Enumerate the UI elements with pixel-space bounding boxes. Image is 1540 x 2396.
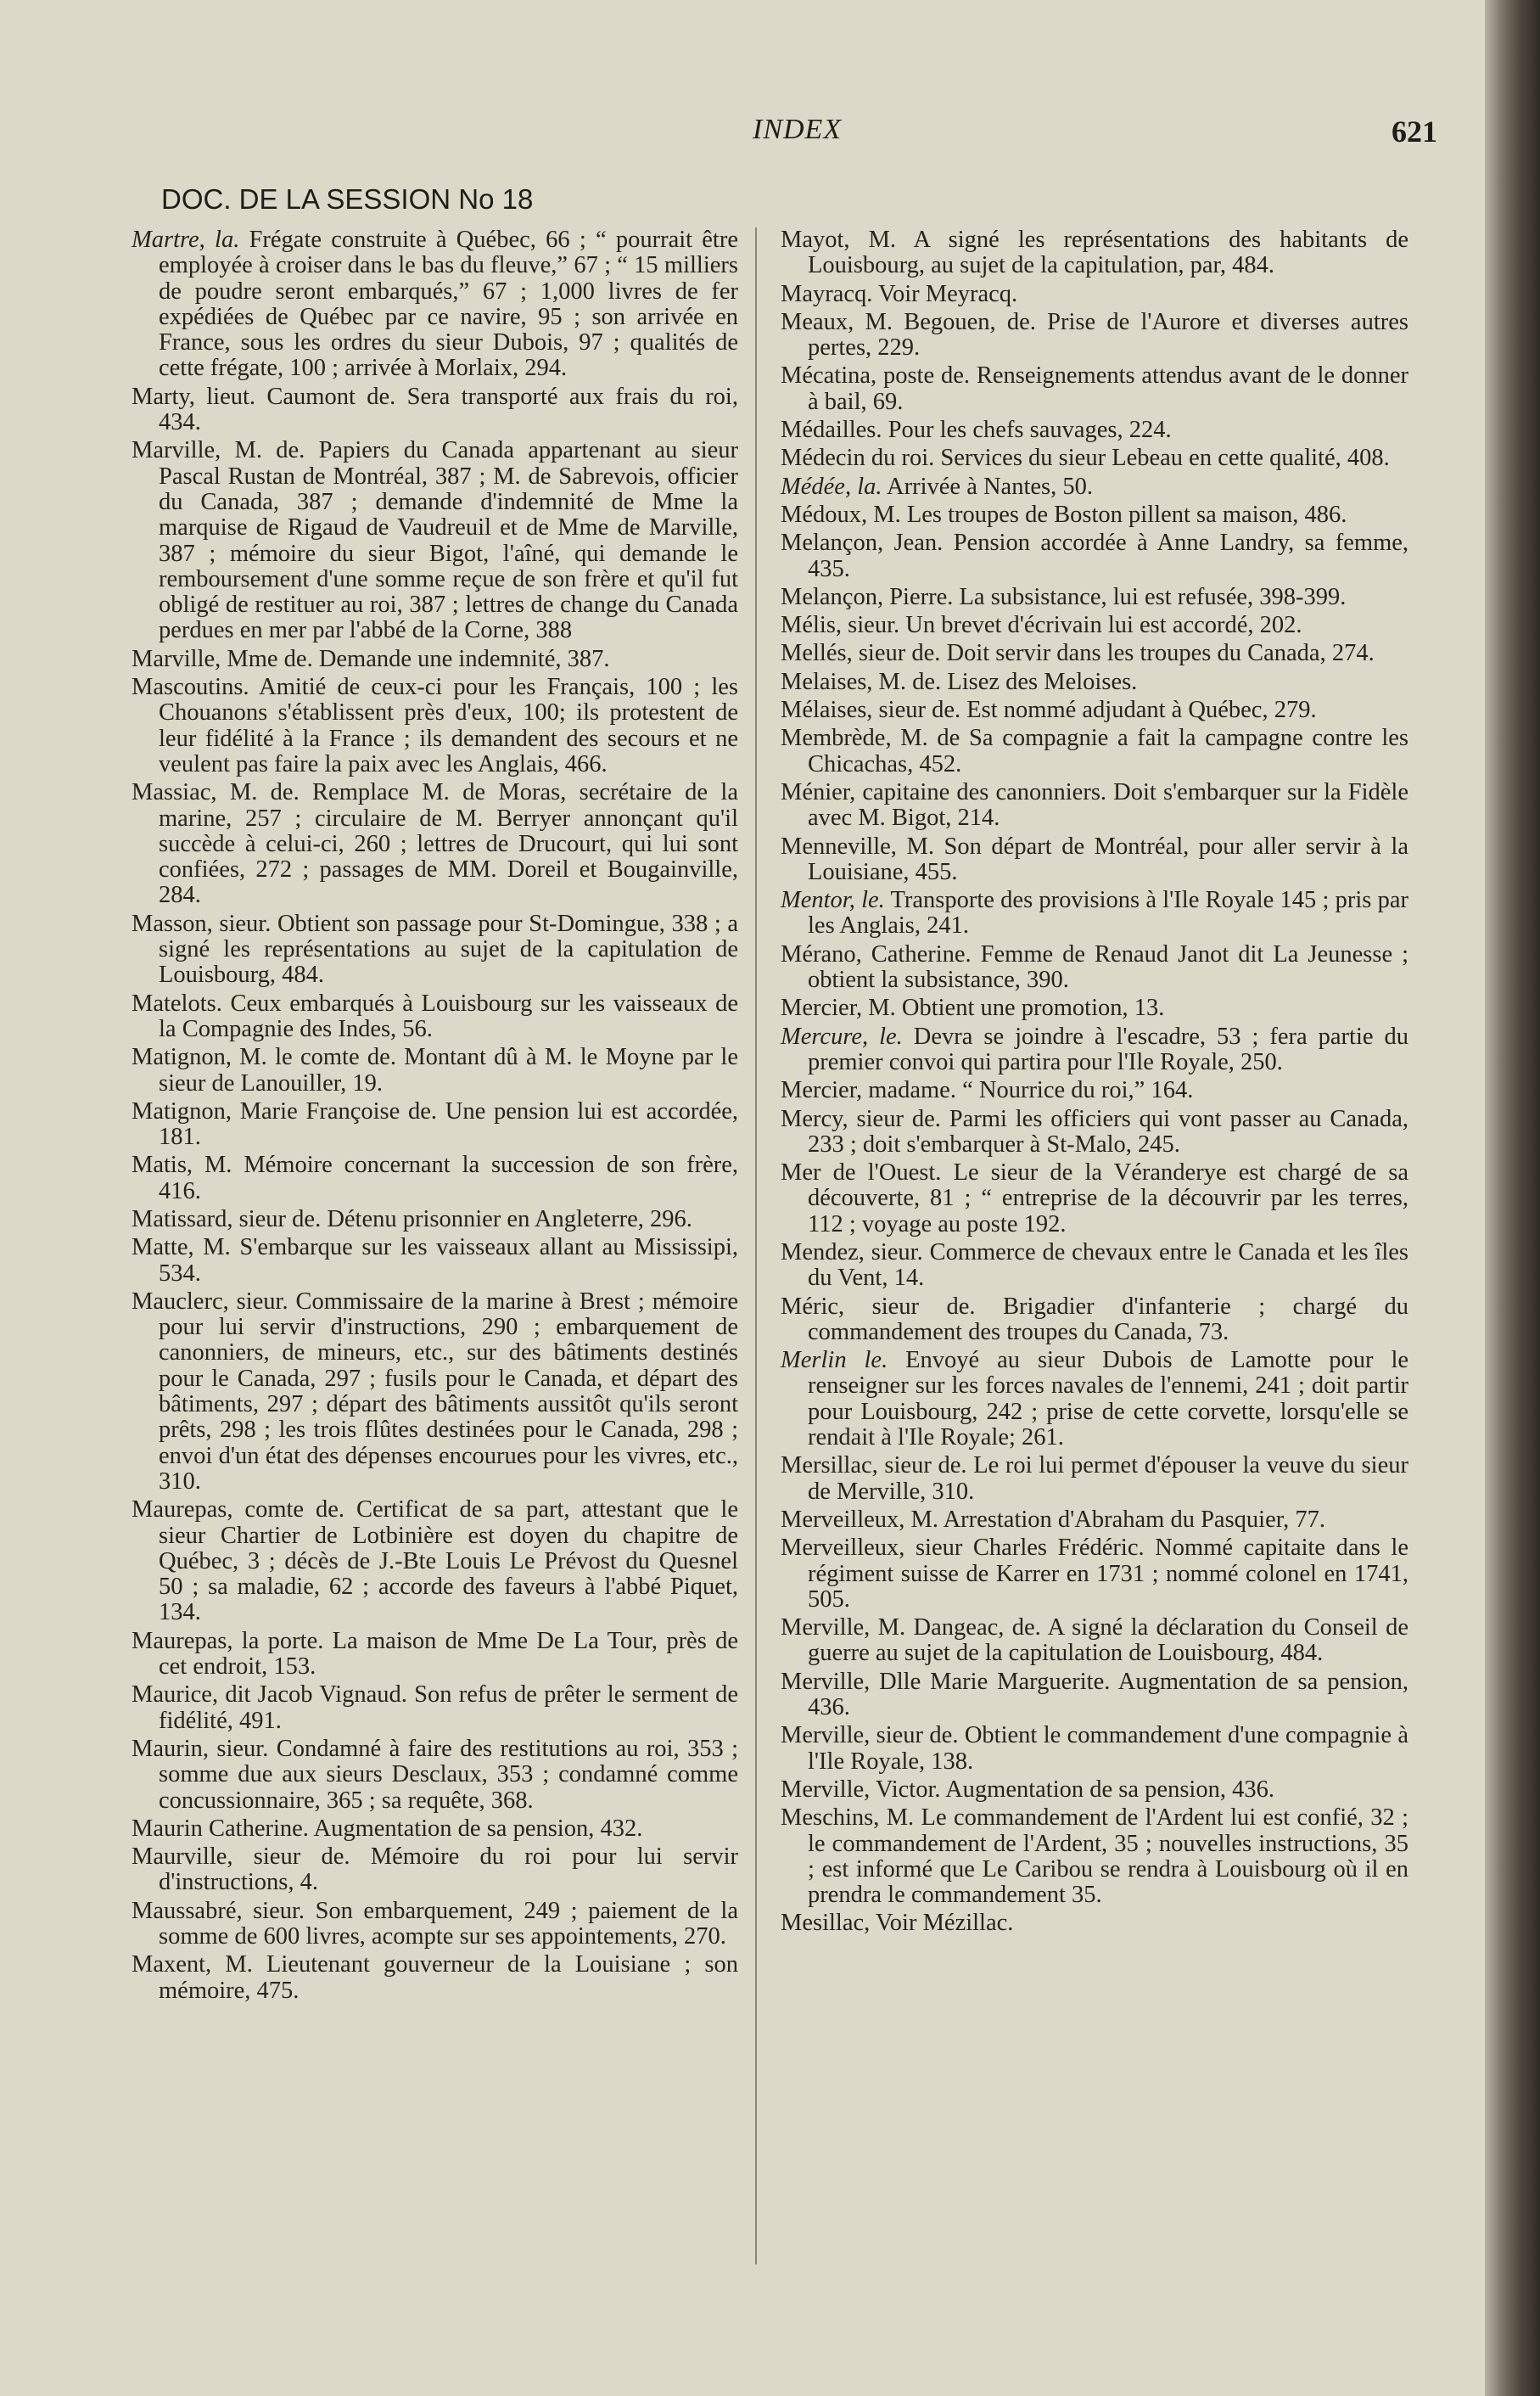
entry-text: Ceux embarqués à Louisbourg sur les vaisseaux de la Compagnie des Indes, 56. xyxy=(159,990,739,1042)
entry-text: Amitié de ceux-ci pour les Français, 100 ; les Chouanons s'établissent près d'eux, 100; ils protestent de leur fidélité à la France ; ils demandent des secours et ne veulent pas faire la paix avec les Anglais, 466. xyxy=(159,674,738,777)
entry-heading: Marty, lieut. Caumont de. xyxy=(132,383,396,410)
index-entry xyxy=(781,1240,1408,1292)
entry-heading: Maussabré, sieur. xyxy=(132,1897,305,1924)
index-entry xyxy=(781,1723,1408,1775)
entry-text: Augmentation de sa pension, 436. xyxy=(808,1668,1408,1721)
entry-text: Arrivée à Nantes, 50. xyxy=(887,473,1093,500)
index-entry xyxy=(781,1294,1408,1346)
index-entry xyxy=(781,670,1408,695)
index-entry xyxy=(781,1507,1408,1533)
entry-heading: Médailles. xyxy=(781,417,882,444)
book-gutter xyxy=(1485,0,1540,2396)
index-column-left xyxy=(132,227,738,2006)
entry-text: Femme de Renaud Janot dit La Jeunesse ; obtient la subsistance, 390. xyxy=(808,940,1409,994)
entry-heading: Mercier, madame. xyxy=(781,1077,956,1104)
entry-text: Son refus de prêter le serment de fidélité, 491. xyxy=(159,1681,738,1734)
page-number: 621 xyxy=(1392,115,1437,149)
entry-text: Certificat de sa part, attestant que le sieur Chartier de Lotbinière est doyen du chapitre de Québec, 3 ; décès de J.-Bte Louis Le Prévost du Quesnel 50 ; sa maladie, 62 ; accorde des faveurs à l'abbé Piquet, 134. xyxy=(159,1496,739,1626)
entry-text: Une pension lui est accordée, 181. xyxy=(159,1097,739,1151)
entry-text: A signé la déclaration du Conseil de guerre au sujet de la capitulation de Louisbourg, 484. xyxy=(808,1614,1408,1667)
entry-text: Le commandement de l'Ardent lui est confié, 32 ; le commandement de l'Ardent, 35 ; nouvelles instructions, 35 ; est informé que Le Caribou se rendra à Louisbourg où il en prendra le commandement 35. xyxy=(808,1804,1409,1909)
index-entry xyxy=(132,1099,738,1151)
index-entry xyxy=(781,1911,1408,1936)
entry-text: Renseignements attendus avant de le donner à bail, 69. xyxy=(808,362,1409,415)
index-entry xyxy=(781,996,1408,1021)
entry-heading: Maurin Catherine. xyxy=(132,1815,309,1842)
index-entry xyxy=(781,888,1408,940)
entry-text: Est nommé adjudant à Québec, 279. xyxy=(966,697,1317,724)
entry-heading: Médée, la. xyxy=(781,473,882,500)
index-entry xyxy=(132,1289,738,1495)
entry-text: Mémoire concernant la succession de son frère, 416. xyxy=(159,1152,739,1204)
entry-heading: Mélaises, sieur de. xyxy=(781,697,961,724)
entry-heading: Marville, M. de. xyxy=(132,437,305,464)
index-entry xyxy=(781,1160,1408,1237)
index-entry xyxy=(781,310,1408,362)
entry-text: Doit servir dans les troupes du Canada, 274. xyxy=(946,640,1375,667)
entry-text: La maison de Mme De La Tour, près de cet endroit, 153. xyxy=(159,1627,738,1681)
entry-heading: Mayot, M. xyxy=(781,227,897,253)
entry-heading: Mélis, sieur. xyxy=(781,612,900,639)
entry-text: Son embarquement, 249 ; paiement de la somme de 600 livres, acompte sur ses appointements, 270. xyxy=(159,1897,738,1950)
index-entry xyxy=(781,834,1408,886)
entry-text: Sa compagnie a fait la campagne contre les Chicachas, 452. xyxy=(808,725,1408,777)
index-entry xyxy=(132,1153,738,1204)
entry-text: Lisez des Meloises. xyxy=(947,668,1138,695)
entry-text: Commissaire de la marine à Brest ; mémoire pour lui servir d'instructions, 290 ; embarquement de canonniers, de mineurs, etc., sur des bâtiments destinés pour le Canada, 297 ; fusils pour le Canada, et départ des bâtiments, 297 ; départ des bâtiments aussitôt qu'ils seront prêts, 298 ; les trois flûtes destinées pour le Canada, 298 ; envoi d'un état des dépenses encourues pour les vivres, etc., 310. xyxy=(159,1288,738,1495)
entry-text: Frégate construite à Québec, 66 ; “ pourrait être employée à croiser dans le bas du fleuve,” 67 ; “ 15 milliers de poudre seront embarqués,” 67 ; 1,000 livres de fer expédiées de Québec par ce navire, 95 ; son arrivée en France, sous les ordres du sieur Dubois, 97 ; qualités de cette frégate, 100 ; arrivée à Morlaix, 294. xyxy=(159,227,738,382)
index-entry xyxy=(132,780,738,908)
index-entry xyxy=(781,1107,1408,1159)
entry-heading: Mécatina, poste de. xyxy=(781,362,970,390)
entry-heading: Matelots. xyxy=(132,990,222,1017)
entry-text: Obtient son passage pour St-Domingue, 338 ; a signé les représentations au sujet de la capitulation de Louisbourg, 484. xyxy=(159,910,739,989)
entry-heading: Meschins, M. xyxy=(781,1804,915,1832)
index-entry xyxy=(781,530,1408,582)
index-entry xyxy=(132,1899,738,1950)
index-entry xyxy=(781,613,1408,638)
index-entry xyxy=(781,1777,1408,1803)
entry-text: Arrestation d'Abraham du Pasquier, 77. xyxy=(943,1506,1325,1533)
index-entry xyxy=(781,1615,1408,1667)
entry-text: Voir Mézillac. xyxy=(875,1910,1014,1937)
entry-text: Pension accordée à Anne Landry, sa femme, 435. xyxy=(808,530,1409,582)
entry-text: Doit s'embarquer sur la Fidèle avec M. Bigot, 214. xyxy=(808,778,1409,832)
entry-text: Parmi les officiers qui vont passer au Canada, 233 ; doit s'embarquer à St-Malo, 245. xyxy=(808,1105,1408,1158)
entry-text: Prise de l'Aurore et diverses autres pertes, 229. xyxy=(808,308,1408,362)
entry-heading: Mer de l'Ouest. xyxy=(781,1159,942,1187)
index-entry xyxy=(781,585,1408,610)
entry-heading: Marville, Mme de. xyxy=(132,645,313,672)
entry-heading: Mayracq. xyxy=(781,280,873,307)
index-entry xyxy=(132,1235,738,1287)
index-entry xyxy=(132,1844,738,1896)
entry-heading: Mersillac, sieur de. xyxy=(781,1452,967,1479)
entry-heading: Membrède, M. de xyxy=(781,725,960,752)
entry-heading: Maurepas, comte de. xyxy=(132,1496,345,1523)
index-entry xyxy=(781,227,1408,279)
entry-text: Demande une indemnité, 387. xyxy=(318,645,610,672)
entry-heading: Ménier, capitaine des canonniers. xyxy=(781,778,1107,805)
entry-heading: Merville, sieur de. xyxy=(781,1722,959,1749)
entry-text: Le sieur de la Véranderye est chargé de sa découverte, 81 ; “ entreprise de la découvrir par les terres, 112 ; voyage au poste 192. xyxy=(808,1159,1408,1237)
entry-text: Mémoire du roi pour lui servir d'instructions, 4. xyxy=(159,1843,739,1896)
index-entry xyxy=(781,363,1408,415)
entry-heading: Melaises, M. de. xyxy=(781,668,942,695)
entry-text: Remplace M. de Moras, secrétaire de la marine, 257 ; circulaire de M. Berryer annonçant qu'il succède à celui-ci, 260 ; lettres de Drucourt, qui lui sont confiées, 272 ; passages de MM. Doreil et Bougainville, 284. xyxy=(159,779,738,909)
entry-heading: Mérano, Catherine. xyxy=(781,940,972,968)
index-entry xyxy=(132,1045,738,1097)
entry-heading: Matis, M. xyxy=(132,1152,232,1179)
entry-text: Envoyé au sieur Dubois de Lamotte pour le renseigner sur les forces navales de l'ennemi, 241 ; doit partir pour Louisbourg, 242 ; prise de cette corvette, lorsqu'elle se rendait à l'Ile Royale; 261. xyxy=(808,1347,1409,1451)
index-entry xyxy=(132,991,738,1043)
entry-heading: Mascoutins. xyxy=(132,674,249,701)
index-entry xyxy=(781,1669,1408,1721)
entry-text: A signé les représentations des habitants de Louisbourg, au sujet de la capitulation, par, 484. xyxy=(808,227,1408,279)
index-entry xyxy=(781,641,1408,666)
entry-heading: Meaux, M. Begouen, de. xyxy=(781,308,1036,335)
index-entry xyxy=(781,1348,1408,1451)
index-entry xyxy=(781,502,1408,528)
entry-heading: Maurin, sieur. xyxy=(132,1735,269,1762)
index-entry xyxy=(132,912,738,989)
index-entry xyxy=(781,1805,1408,1908)
entry-heading: Méric, sieur de. xyxy=(781,1293,976,1320)
index-entry xyxy=(781,1535,1408,1613)
entry-text: La subsistance, lui est refusée, 398-399. xyxy=(959,583,1347,610)
entry-text: Un brevet d'écrivain lui est accordé, 202. xyxy=(905,612,1302,639)
entry-heading: Mercier, M. xyxy=(781,995,896,1022)
entry-text: Augmentation de sa pension, 432. xyxy=(313,1815,643,1842)
entry-text: “ Nourrice du roi,” 164. xyxy=(962,1077,1194,1104)
index-entry xyxy=(781,446,1408,471)
entry-heading: Merville, M. Dangeac, de. xyxy=(781,1614,1041,1641)
index-entry xyxy=(781,726,1408,777)
entry-text: Condamné à faire des restitutions au roi, 353 ; somme due aux sieurs Desclaux, 353 ; condamné comme concussionnaire, 365 ; sa requête, 368. xyxy=(159,1735,739,1814)
entry-heading: Merveilleux, sieur Charles Frédéric. xyxy=(781,1535,1145,1562)
entry-heading: Mercy, sieur de. xyxy=(781,1105,941,1132)
entry-text: Obtient le commandement d'une compagnie à l'Ile Royale, 138. xyxy=(808,1722,1409,1775)
entry-heading: Mentor, le. xyxy=(781,887,885,914)
entry-heading: Melançon, Pierre. xyxy=(781,583,954,610)
entry-heading: Massiac, M. de. xyxy=(132,779,300,806)
entry-heading: Mauclerc, sieur. xyxy=(132,1288,288,1315)
entry-heading: Maurice, dit Jacob Vignaud. xyxy=(132,1681,407,1709)
entry-heading: Matignon, Marie Françoise de. xyxy=(132,1097,438,1125)
entry-heading: Mercure, le. xyxy=(781,1023,903,1050)
entry-text: Commerce de chevaux entre le Canada et les îles du Vent, 14. xyxy=(808,1238,1408,1292)
entry-text: Montant dû à M. le Moyne par le sieur de Lanouiller, 19. xyxy=(159,1044,739,1097)
index-entry xyxy=(781,780,1408,832)
entry-text: Voir Meyracq. xyxy=(878,280,1018,307)
index-entry xyxy=(132,227,738,382)
entry-text: Sera transporté aux frais du roi, 434. xyxy=(159,383,738,436)
session-label: DOC. DE LA SESSION No 18 xyxy=(161,183,534,215)
entry-text: Devra se joindre à l'escadre, 53 ; fera partie du premier convoi qui partira pour l'Ile Royale, 250. xyxy=(808,1023,1409,1075)
entry-text: Brigadier d'infanterie ; chargé du commandement des troupes du Canada, 73. xyxy=(808,1293,1408,1345)
entry-heading: Maxent, M. xyxy=(132,1951,253,1978)
index-entry xyxy=(132,1816,738,1842)
index-entry xyxy=(781,474,1408,500)
entry-heading: Merville, Dlle Marie Marguerite. xyxy=(781,1668,1111,1695)
entry-text: Détenu prisonnier en Angleterre, 296. xyxy=(327,1205,692,1232)
entry-heading: Matte, M. xyxy=(132,1234,231,1261)
entry-heading: Masson, sieur. xyxy=(132,910,272,937)
index-entry xyxy=(781,942,1408,994)
entry-heading: Mendez, sieur. xyxy=(781,1238,923,1265)
entry-text: Nommé capitaite dans le régiment suisse de Karrer en 1731 ; nommé colonel en 1741, 505. xyxy=(808,1535,1409,1613)
index-entry xyxy=(781,1024,1408,1076)
entry-heading: Mellés, sieur de. xyxy=(781,640,941,667)
entry-heading: Merville, Victor. xyxy=(781,1776,941,1803)
entry-text: Les troupes de Boston pillent sa maison, 486. xyxy=(906,501,1347,528)
entry-heading: Merveilleux, M. xyxy=(781,1506,939,1533)
entry-heading: Maurepas, la porte. xyxy=(132,1627,324,1654)
index-entry xyxy=(781,418,1408,443)
entry-text: S'embarque sur les vaisseaux allant au Mississipi, 534. xyxy=(159,1234,738,1287)
index-entry xyxy=(132,1737,738,1814)
entry-text: Services du sieur Lebeau en cette qualité, 408. xyxy=(940,445,1390,472)
index-column-right xyxy=(781,227,1408,1939)
entry-heading: Melançon, Jean. xyxy=(781,530,944,557)
entry-heading: Matignon, M. le comte de. xyxy=(132,1044,396,1071)
entry-heading: Merlin le. xyxy=(781,1347,888,1374)
running-header-title: INDEX xyxy=(753,114,843,145)
entry-heading: Maurville, sieur de. xyxy=(132,1843,350,1871)
index-entry xyxy=(132,675,738,777)
index-entry xyxy=(781,282,1408,307)
index-entry xyxy=(132,1952,738,2004)
entry-text: Obtient une promotion, 13. xyxy=(901,995,1165,1022)
entry-text: Papiers du Canada appartenant au sieur Pascal Rustan de Montréal, 387 ; M. de Sabrevois, officier du Canada, 387 ; demande d'indemnité de Mme la marquise de Rigaud de Vaudreuil et de Mme de Marville, 387 ; mémoire du sieur Bigot, l'aîné, qui demande le remboursement d'une somme reçue de son frère et qu'il fut obligé de restituer au roi, 387 ; lettres de change du Canada perdues en mer par l'abbé de la Corne, 388 xyxy=(159,437,738,644)
entry-heading: Médoux, M. xyxy=(781,501,901,528)
column-divider xyxy=(755,227,757,2264)
entry-text: Augmentation de sa pension, 436. xyxy=(945,1776,1274,1803)
entry-heading: Matissard, sieur de. xyxy=(132,1205,322,1232)
entry-text: Pour les chefs sauvages, 224. xyxy=(888,417,1172,444)
entry-heading: Mesillac, xyxy=(781,1910,871,1937)
index-entry xyxy=(781,1453,1408,1505)
entry-heading: Martre, la. xyxy=(132,227,240,253)
entry-heading: Menneville, M. xyxy=(781,833,934,860)
index-entry xyxy=(132,1497,738,1625)
index-entry xyxy=(781,1078,1408,1103)
entry-heading: Médecin du roi. xyxy=(781,445,935,472)
index-entry xyxy=(781,698,1408,723)
index-entry xyxy=(132,438,738,643)
index-entry xyxy=(132,1207,738,1232)
entry-text: Transporte des provisions à l'Ile Royale 145 ; pris par les Anglais, 241. xyxy=(808,887,1408,940)
entry-text: Le roi lui permet d'épouser la veuve du sieur de Merville, 310. xyxy=(808,1452,1408,1505)
entry-text: Lieutenant gouverneur de la Louisiane ; son mémoire, 475. xyxy=(159,1951,739,2004)
index-entry xyxy=(132,384,738,436)
index-entry xyxy=(132,1629,738,1681)
entry-text: Son départ de Montréal, pour aller servir à la Louisiane, 455. xyxy=(808,833,1409,885)
index-entry xyxy=(132,1682,738,1734)
index-entry xyxy=(132,647,738,672)
